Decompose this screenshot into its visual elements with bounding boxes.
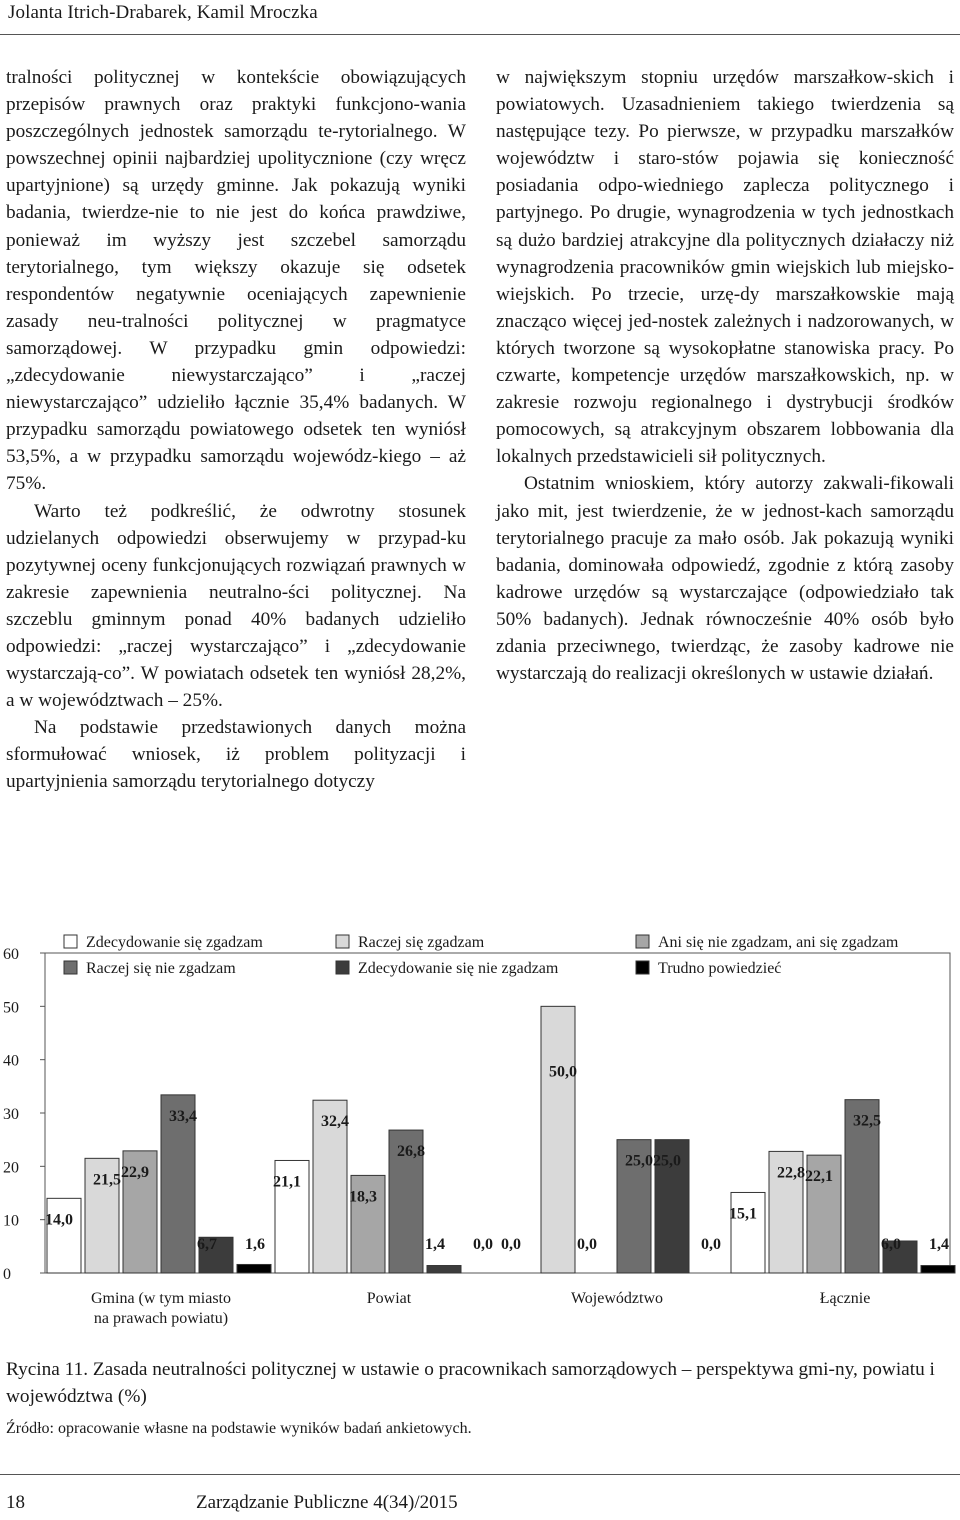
footer-rule (0, 1474, 960, 1475)
data-label: 22,8 (777, 1164, 805, 1182)
category-label: Województwo (570, 1290, 664, 1307)
data-label: 22,9 (121, 1163, 149, 1181)
y-tick-label: 10 (3, 1212, 19, 1230)
figure-caption: Rycina 11. Zasada neutralności politycznej w ustawie o pracownikach samorządowych – perspektywa gmi-ny, powiatu i województwa (%) (6, 1359, 935, 1407)
category-label: Łącznie (819, 1290, 871, 1307)
legend-label: Trudno powiedzieć (658, 960, 782, 977)
bar-chart (0, 925, 960, 1345)
journal-title: Zarządzanie Publiczne 4(34)/2015 (196, 1492, 458, 1513)
legend-swatch (636, 961, 649, 974)
data-label: 1,4 (425, 1236, 445, 1253)
legend-label: Raczej się zgadzam (358, 934, 485, 951)
data-label: 25,0 (653, 1152, 681, 1170)
right-column (496, 64, 954, 687)
page-number: 18 (6, 1492, 25, 1513)
data-label: 1,4 (929, 1236, 949, 1253)
data-label: 21,5 (93, 1171, 121, 1189)
left-column (6, 64, 466, 796)
category-label: Gmina (w tym miasto (91, 1290, 231, 1307)
paragraph: tralności politycznej w kontekście obowiązujących przepisów prawnych oraz praktyki funkcjono-wania poszczególnych jednostek samorządu te-rytorialnego. W powszechnej opinii najbardziej upolitycznione (czy wręcz upartyjnione) są urzędy gminne. Jak pokazują wyniki badania, twierdze-nie to nie jest do końca prawdziwe, ponieważ im wyższy jest szczebel samorządu terytorialnego, tym większy okazuje się odsetek respondentów negatywnie oceniających zapewnienie zasady neu-tralności politycznej w pragmatyce samorządowej. W przypadku gmin odpowiedzi: „zdecydowanie niewystarczająco” i „raczej niewystarczająco” udzieliło łącznie 35,4% badanych. W przypadku samorządu powiatowego odsetek ten wyniósł 53,5%, a w przypadku samorządu wojewódz-kiego – aż 75%. (6, 67, 466, 495)
paragraph: Na podstawie przedstawionych danych można sformułować wniosek, iż problem polityzacji i upartyjnienia samorządu terytorialnego dotyczy (6, 717, 466, 793)
data-label: 26,8 (397, 1143, 425, 1161)
figure (0, 925, 960, 1345)
data-label: 6,0 (881, 1236, 901, 1253)
legend-swatch (64, 961, 77, 974)
data-label: 0,0 (473, 1236, 493, 1253)
legend-label: Ani się nie zgadzam, ani się zgadzam (658, 934, 899, 951)
y-tick-label: 50 (3, 999, 19, 1017)
y-tick-label: 30 (3, 1106, 19, 1123)
y-tick-label: 40 (3, 1052, 19, 1070)
legend-swatch (336, 935, 349, 948)
bar (921, 1266, 955, 1273)
bar (541, 1006, 575, 1273)
data-label: 14,0 (45, 1211, 73, 1229)
bar (47, 1198, 81, 1273)
y-tick-label: 60 (3, 946, 19, 963)
y-tick-label: 0 (3, 1266, 11, 1283)
y-tick-label: 20 (3, 1159, 19, 1177)
data-label: 18,3 (349, 1188, 377, 1206)
legend-label: Raczej się nie zgadzam (86, 960, 236, 977)
header-rule (0, 34, 960, 35)
legend-label: Zdecydowanie się nie zgadzam (358, 960, 559, 977)
data-label: 21,1 (273, 1173, 301, 1191)
paragraph: Ostatnim wnioskiem, który autorzy zakwali-fikowali jako mit, jest twierdzenie, że w jednost-kach samorządu terytorialnego pracuje za mało osób. Jak pokazują wyniki badania, dominowała odpowiedź, zgodnie z którą zasoby kadrowe urzędów są wystarczające (odpowiedziało tak 50% badanych). Jednak równocześnie 40% osób było zdania przeciwnego, twierdząc, że zasoby kadrowe nie wystarczają do realizacji określonych w ustawie działań. (496, 473, 954, 685)
data-label: 25,0 (625, 1152, 653, 1170)
data-label: 0,0 (501, 1236, 521, 1253)
data-label: 1,6 (245, 1236, 265, 1253)
legend-swatch (336, 961, 349, 974)
data-label: 32,4 (321, 1113, 349, 1131)
legend-swatch (636, 935, 649, 948)
legend-swatch (64, 935, 77, 948)
bar (237, 1264, 271, 1273)
running-head-authors: Jolanta Itrich-Drabarek, Kamil Mroczka (8, 2, 318, 23)
data-label: 50,0 (549, 1063, 577, 1081)
data-label: 0,0 (701, 1236, 721, 1253)
figure-source: Źródło: opracowanie własne na podstawie wyników badań ankietowych. (6, 1420, 472, 1437)
paragraph: Warto też podkreślić, że odwrotny stosunek udzielanych odpowiedzi obserwujemy w przypad-ku pozytywnej oceny funkcjonujących rozwiązań prawnych w zakresie zapewnienia neutralno-ści politycznej. Na szczeblu gminnym ponad 40% badanych udzieliło odpowiedzi: „raczej wystarczająco” i „zdecydowanie wystarczają-co”. W powiatach odsetek ten wyniósł 28,2%, a w województwach – 25%. (6, 500, 466, 712)
category-label: na prawach powiatu) (93, 1310, 229, 1327)
bar (427, 1266, 461, 1273)
legend-label: Zdecydowanie się zgadzam (86, 934, 263, 951)
category-label: Powiat (366, 1290, 412, 1307)
data-label: 0,0 (577, 1236, 597, 1253)
data-label: 22,1 (805, 1168, 833, 1186)
data-label: 6,7 (197, 1236, 217, 1253)
data-label: 33,4 (169, 1107, 197, 1125)
data-label: 15,1 (729, 1205, 757, 1223)
data-label: 32,5 (853, 1112, 881, 1130)
paragraph: w największym stopniu urzędów marszałkow-skich i powiatowych. Uzasadnieniem takiego twierdzenia są następujące tezy. Po pierwsze, w przypadku marszałków województw i staro-stów pojawia się konieczność posiadania odpo-wiedniego zaplecza politycznego i partyjnego. Po drugie, wynagrodzenia w tych jednostkach są dużo bardziej atrakcyjne dla politycznych działaczy niż wynagrodzenia pracowników gmin wiejskich lub miejsko-wiejskich. Po trzecie, urzę-dy marszałkowskie mają znacząco więcej jed-nostek zależnych i nadzorowanych, w których tworzone są wysokopłatne stanowiska pracy. Po czwarte, kompetencje urzędów marszałkowskich, np. w zakresie rozwoju regionalnego i dystrybucji środków pomocowych, są atrakcyjnym obszarem lobbowania dla lokalnych przedstawicieli sił politycznych. (496, 67, 954, 468)
